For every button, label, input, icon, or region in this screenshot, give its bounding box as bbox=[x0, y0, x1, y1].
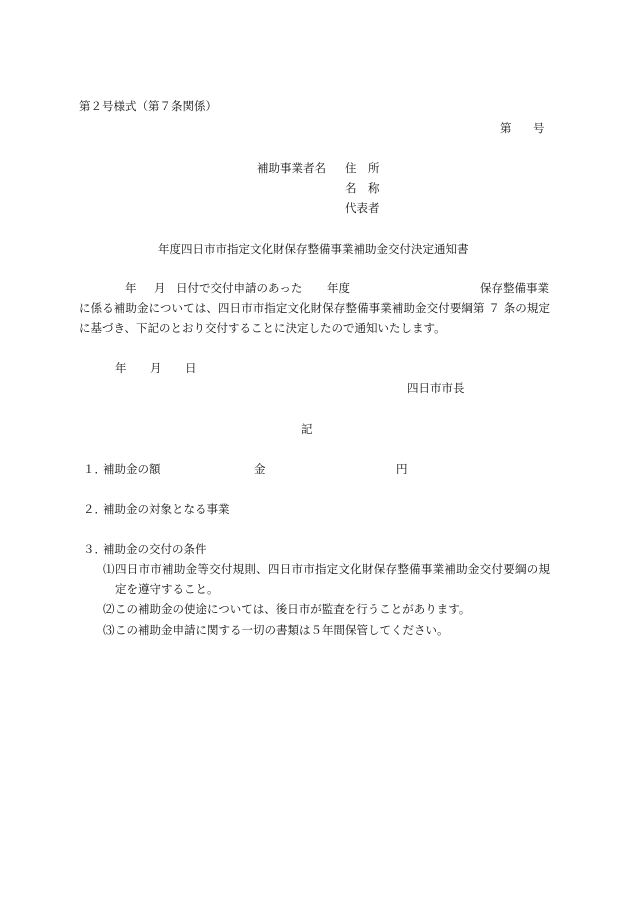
issue-year-label: 年 bbox=[115, 361, 127, 375]
form-label: 第２号様式（第７条関係） bbox=[79, 99, 217, 113]
item-1-kin: 金 bbox=[254, 462, 266, 476]
condition-1-continuation: 定を遵守すること。 bbox=[115, 582, 219, 596]
body-fiscal-year-label: 年度 bbox=[327, 281, 350, 295]
condition-1-mark: ⑴ bbox=[103, 562, 115, 576]
item-2-number: ２． bbox=[83, 502, 106, 516]
condition-2-text: この補助金の使途については、後日市が監査を行うことがあります。 bbox=[115, 602, 471, 616]
item-1-label: 補助金の額 bbox=[103, 462, 161, 476]
business-operator-label: 補助事業者名 bbox=[257, 161, 326, 175]
item-3-number: ３． bbox=[83, 542, 106, 556]
condition-3-text: この補助金申請に関する一切の書類は５年間保管してください。 bbox=[115, 623, 449, 637]
issue-month-label: 月 bbox=[150, 361, 162, 375]
condition-3-mark: ⑶ bbox=[103, 623, 115, 637]
body-year-label: 年 bbox=[125, 281, 137, 295]
name-label: 名 称 bbox=[345, 181, 380, 195]
number-dai: 第 bbox=[500, 121, 512, 135]
item-3-label: 補助金の交付の条件 bbox=[103, 542, 207, 556]
item-1-en: 円 bbox=[396, 462, 408, 476]
representative-label: 代表者 bbox=[345, 201, 380, 215]
address-label: 住 所 bbox=[345, 161, 380, 175]
item-2-label: 補助金の対象となる事業 bbox=[103, 502, 230, 516]
condition-1-text: 四日市市補助金等交付規則、四日市市指定文化財保存整備事業補助金交付要綱の規 bbox=[115, 562, 550, 576]
body-line3: に基づき、下記のとおり交付することに決定したので通知いたします。 bbox=[79, 321, 446, 335]
body-line1-end: 保存整備事業 bbox=[480, 281, 549, 295]
ki-heading: 記 bbox=[301, 422, 313, 436]
issue-day-label: 日 bbox=[185, 361, 197, 375]
issuer-name: 四日市市長 bbox=[407, 381, 465, 395]
document-title: 年度四日市市指定文化財保存整備事業補助金交付決定通知書 bbox=[158, 242, 469, 256]
body-month-label: 月 bbox=[154, 281, 166, 295]
body-line2: に係る補助金については、四日市市指定文化財保存整備事業補助金交付要綱第 ７ 条の規定 bbox=[79, 301, 550, 315]
item-1-number: １． bbox=[83, 462, 106, 476]
condition-2-mark: ⑵ bbox=[103, 602, 115, 616]
body-application-text: 日付で交付申請のあった bbox=[176, 281, 303, 295]
number-go: 号 bbox=[533, 121, 545, 135]
